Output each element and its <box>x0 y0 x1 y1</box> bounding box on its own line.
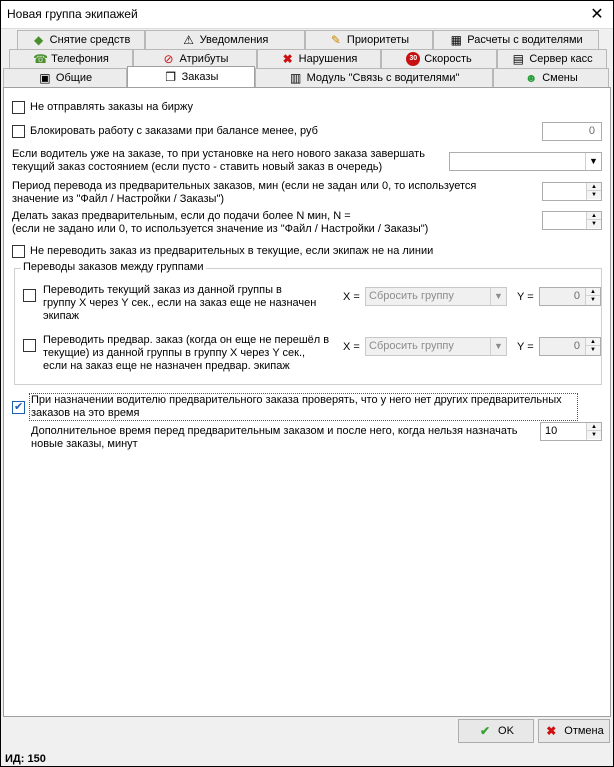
transfer-preorder-label-2: текущие) из данной группы в группу X через Y сек., <box>43 347 306 359</box>
transfer-current-label-1: Переводить текущий заказ из данной группы в <box>43 284 282 296</box>
transfer-preorder-y-value: 0 <box>573 340 580 352</box>
cash-icon: ▤ <box>512 52 524 66</box>
tab-row-3 <box>1 68 613 87</box>
warning-icon: ⚠ <box>183 33 194 47</box>
tab-orders[interactable] <box>127 66 255 87</box>
group-transfer-box <box>14 261 602 385</box>
window-title: Новая группа экипажей <box>7 7 138 21</box>
priority-icon: ✎ <box>330 33 341 47</box>
stepper-up-icon[interactable]: ▲ <box>586 288 600 296</box>
stepper-buttons <box>585 288 600 305</box>
block-balance-checkbox[interactable] <box>12 125 25 138</box>
tab-telephony[interactable] <box>9 49 133 68</box>
transfer-preorder-label-1: Переводить предвар. заказ (когда он еще не перешёл в <box>43 334 330 346</box>
on-new-order-label-2: текущий заказ состоянием (если пусто - ставить новый заказ в очередь) <box>12 161 383 173</box>
transfer-current-y-stepper[interactable] <box>539 287 601 306</box>
transfer-current-x-label: X = <box>343 291 360 303</box>
tab-driver-payments[interactable] <box>433 30 599 49</box>
close-icon[interactable]: ✕ <box>590 6 604 23</box>
group-transfer-legend: Переводы заказов между группами <box>23 261 204 273</box>
transfer-preorder-x-label: X = <box>343 341 360 353</box>
tab-withdrawals[interactable] <box>17 30 145 49</box>
transfer-current-label-2: группу X через Y сек., если на заказ еще не назначен <box>43 297 317 309</box>
tab-label: Снятие средств <box>49 34 131 46</box>
phone-icon: ☎ <box>33 52 49 66</box>
tab-notifications[interactable] <box>145 30 305 49</box>
no-smoking-icon: ⊘ <box>163 52 174 66</box>
check-preorder-checkbox[interactable] <box>12 401 25 414</box>
cancel-label: Отмена <box>564 725 604 737</box>
status-id: ИД: 150 <box>5 753 46 765</box>
calculator-icon: ▦ <box>450 33 462 47</box>
transfer-current-y-label: Y = <box>517 291 534 303</box>
stepper-down-icon[interactable]: ▼ <box>587 191 601 199</box>
stepper-down-icon[interactable]: ▼ <box>586 346 600 354</box>
transfer-preorder-checkbox[interactable] <box>23 339 36 352</box>
cancel-x-icon: ✖ <box>546 724 557 738</box>
check-preorder-label-2: заказов на это время <box>31 407 140 419</box>
stepper-up-icon[interactable]: ▲ <box>587 423 601 431</box>
checkmark-icon: ✔ <box>480 724 491 738</box>
check-preorder-label-1: При назначении водителю предварительного заказа проверять, что у него нет других предварительных <box>31 394 562 406</box>
tab-label: Сервер касс <box>529 53 593 65</box>
tab-label: Заказы <box>181 71 219 83</box>
transfer-preorder-label-3: если на заказ еще не назначен предвар. экипаж <box>43 360 290 372</box>
ok-label: OK <box>498 725 514 737</box>
tab-label: Телефония <box>51 53 109 65</box>
block-balance-label: Блокировать работу с заказами при балансе менее, руб <box>30 125 318 137</box>
tab-label: Скорость <box>424 53 472 65</box>
tab-label: Модуль "Связь с водителями" <box>306 72 460 84</box>
chevron-down-icon: ▼ <box>490 288 506 305</box>
stepper-down-icon[interactable]: ▼ <box>586 296 600 304</box>
preorder-period-label-1: Период перевода из предварительных заказов, мин (если не задан или 0, то используется <box>12 180 477 192</box>
extra-time-stepper[interactable] <box>540 422 602 441</box>
tab-label: Нарушения <box>298 53 358 65</box>
tab-row-1 <box>1 30 613 49</box>
no-transfer-offline-label: Не переводить заказ из предварительных в текущие, если экипаж не на линии <box>30 245 434 257</box>
stepper-up-icon[interactable]: ▲ <box>587 183 601 191</box>
extra-time-label-1: Дополнительное время перед предварительным заказом и после него, когда нельзя назначать <box>31 425 518 437</box>
chevron-down-icon: ▼ <box>490 338 506 355</box>
tab-label: Общие <box>55 72 93 84</box>
tab-cash-server[interactable] <box>497 49 607 68</box>
title-bar <box>1 1 613 29</box>
block-balance-input[interactable]: 0 <box>542 122 602 141</box>
transfer-preorder-group-value: Сбросить группу <box>369 340 454 352</box>
stepper-down-icon[interactable]: ▼ <box>587 220 601 228</box>
orders-icon: ❐ <box>165 70 176 84</box>
tab-general[interactable] <box>3 68 127 87</box>
no-transfer-offline-checkbox[interactable] <box>12 245 25 258</box>
finish-state-select[interactable] <box>449 152 602 171</box>
tab-priorities[interactable] <box>305 30 433 49</box>
tab-label: Приоритеты <box>346 34 410 46</box>
make-preorder-stepper[interactable] <box>542 211 602 230</box>
transfer-current-y-value: 0 <box>573 290 580 302</box>
preorder-period-label-2: значение из "Файл / Настройки / Заказы") <box>12 193 225 205</box>
chevron-down-icon: ▼ <box>585 153 601 170</box>
transfer-current-checkbox[interactable] <box>23 289 36 302</box>
no-exchange-label: Не отправлять заказы на биржу <box>30 101 194 113</box>
tab-speed[interactable] <box>381 49 497 68</box>
stepper-up-icon[interactable]: ▲ <box>587 212 601 220</box>
transfer-current-label-3: экипаж <box>43 310 80 322</box>
money-icon: ◆ <box>34 33 44 47</box>
module-icon: ▥ <box>289 71 302 85</box>
transfer-current-group-value: Сбросить группу <box>369 290 454 302</box>
cancel-button[interactable] <box>538 719 610 743</box>
stepper-buttons <box>586 212 601 229</box>
stepper-buttons <box>585 338 600 355</box>
preorder-period-stepper[interactable] <box>542 182 602 201</box>
tab-row-2 <box>1 49 613 68</box>
ok-button[interactable] <box>458 719 534 743</box>
stepper-buttons <box>586 183 601 200</box>
transfer-preorder-y-stepper[interactable] <box>539 337 601 356</box>
speed-30-icon: 30 <box>406 52 420 66</box>
tab-label: Расчеты с водителями <box>467 34 583 46</box>
x-icon: ✖ <box>282 52 293 66</box>
orders-panel <box>3 87 611 717</box>
general-icon: ▣ <box>39 71 51 85</box>
no-exchange-checkbox[interactable] <box>12 101 25 114</box>
on-new-order-label-1: Если водитель уже на заказе, то при установке на него нового заказа завершать <box>12 148 425 160</box>
extra-time-label-2: новые заказы, минут <box>31 438 138 450</box>
stepper-buttons <box>586 423 601 440</box>
transfer-preorder-group-select[interactable] <box>365 337 507 356</box>
people-icon: ☻ <box>524 71 538 85</box>
stepper-up-icon[interactable]: ▲ <box>586 338 600 346</box>
tab-label: Смены <box>542 72 578 84</box>
tab-violations[interactable] <box>257 49 381 68</box>
transfer-preorder-y-label: Y = <box>517 341 534 353</box>
tab-label: Атрибуты <box>179 53 229 65</box>
tab-label: Уведомления <box>199 34 269 46</box>
stepper-down-icon[interactable]: ▼ <box>587 431 601 439</box>
transfer-current-group-select[interactable] <box>365 287 507 306</box>
make-preorder-label-1: Делать заказ предварительным, если до подачи более N мин, N = <box>12 210 351 222</box>
make-preorder-label-2: (если не задано или 0, то используется значение из "Файл / Настройки / Заказы") <box>12 223 429 235</box>
tab-driver-module[interactable] <box>255 68 493 87</box>
tab-shifts[interactable] <box>493 68 609 87</box>
extra-time-value: 10 <box>545 425 558 437</box>
